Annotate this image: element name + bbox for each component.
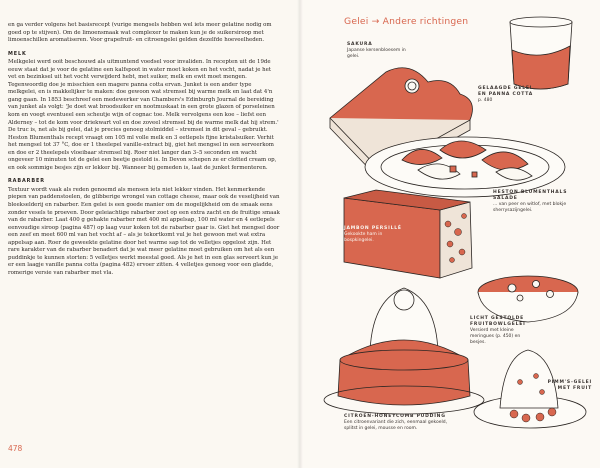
label-layered-jelly-desc: p. 480 [478, 98, 493, 103]
label-jambon-name: JAMBON PERSILLÉ [344, 226, 402, 231]
page-number: 478 [8, 444, 23, 453]
label-sakura-desc: Japanse kersenbloesem in gelei. [347, 48, 406, 59]
rabarber-paragraph: Textuur wordt vaak als reden genoemd als mensen iets niet lekker vinden. Het kenmerkende piepen van paddenstoelen, de glibberige wrongel van cottage cheese, maar ook de veselijheid van bleekselderij en rabarber. Een gelei is een goede manier om de mogelijkheid om de smaak eens zonder vesels te proeven. Door geleiachtige rabarber zoet op een extra zacht en de fruitige smaak van de rabarber. Laat 400 g gehakte rabarber met 400 ml appelsap, 100 ml water en 4 eetlepels eenvoudige siroop (pagina 487) op laag vuur koken tot de rabarber gaar is. Giet het mengsel door een zeef en meet 600 ml van het vocht af – als je tekortkomt vul je het gewoon met wat extra appelsap aan. Roer de geweekte gelatine door het warme sap tot de velletjes opgelost zijn. Het rare karakter van de rabarber benadert dat je wat meer gelatine moet gebruiken om het als een puddinkje te kunnen storten: 5 velletjes werkt meestal goed. Als je het in een glas serveert kun je er een laagje vanille panna cotta (pagina 482) ervoer zitten. 4 velletjes genoeg voor een gladde, romerige versie van rabarber met vla. [8, 186, 280, 276]
label-layered-jelly-name: GELAAGDE GELEI EN PANNA COTTA [478, 86, 534, 97]
label-fruit-bowl [470, 316, 534, 346]
label-honeycomb-name: CITROEN-HONEYCOMB PUDDING [344, 414, 446, 419]
label-sakura-name: SAKURA [347, 42, 373, 47]
label-jambon-desc: Gekookte ham in bospkingelei. [344, 232, 383, 243]
label-heston-salad-name: HESTON BLUMENTHALS SALADE [493, 190, 568, 201]
section-title: Gelei → Andere richtingen [344, 16, 469, 27]
label-jambon [344, 226, 406, 244]
label-layered-jelly [478, 86, 542, 104]
label-honeycomb [344, 414, 462, 432]
lemon-honeycomb-pudding-illustration [324, 288, 484, 414]
heston-salad-plate-illustration [365, 137, 565, 197]
section-heading-rabarber: RABARBER [8, 178, 45, 185]
layered-jelly-glass-illustration [510, 17, 572, 89]
label-heston-salad-desc: ... van peer en witlof, met blokje sherrysazijngelei. [493, 202, 567, 213]
label-heston-salad [493, 190, 587, 214]
melk-paragraph: Melkgelei werd ooit beschouwd als uitmuntend voedsel voor invaliden. In recepten uit de 19de eeuw staat dat je voor de gelatine een kalfspoot in water moet koken en het vocht, nadat je het vet en bezinksel uit het vocht verwijderd hebt, met suiker, melk en ewit moet mengen. Tegenwoordig doe je misschien een magere panna cotta ervan. Junket is een ander type melkgelei, en is makkelijker te maken: doe gewoon wat stremsel bij warme melk en laat dat 4'n gang gaan. In 1853 beschreef een medewerker van Chambers's Edinburgh Journal de bereiding van junket als volgt: 'Je doet wat broodsuiker en nootmuskaat in een grote glazen of porseleinen kom en voegt eventueel een scheutje wijn of cognac toe. Melk vervolgens een koe – liefst een Alderney – tot de kom voor driekwart vol en doe zoveel stremsel bij de warme melk dat hij strem.' De truc is, net als bij gelei, dat je precies genoeg stolmiddel – stremsel in dit geval – gebruikt. Heston Blumenthals recept vraagt om 105 ml volle melk en 3 eetlepels fijne kristalsuiker. Verhit het mengsel tot 37 °C, doe er 1 theelepel vanille-extract bij, giet het mengsel in een serveerkom en doe er 2 theelepels vloeibaar stremsel bij. Roer niet langer dan 3–5 seconden en wacht ongeveer 10 minuten tot de gelei een beetje gestold is. In Devon schepen ze er clotted cream op, en ook sommige besjes zijn er lekker bij. Wanneer bij gemeden is, laat de junket fermenteren. [8, 59, 279, 171]
label-pimms [536, 380, 592, 392]
label-fruit-bowl-name: LICHT GESTOLDE FRUITBOWLGELEI [470, 316, 526, 327]
label-sakura [347, 42, 407, 60]
label-pimms-name: PIMM'S-GELEI MET FRUIT [547, 380, 592, 391]
intro-paragraph: en ga verder volgens het basisrecept (vurige mengsels hebben wel iets meer gelatine nodig om goed op te stijven). Om de limoensmaak wat complexer te maken kun je de suikersiroop met limoenschillen aromatiseren. Voor grapefruit- en citroengelei gelden dezelfde hoeveelheden. [8, 22, 272, 44]
label-honeycomb-desc: Een citroenvariant die zich, eenmaal gekoeld, splitst in gelei, mousse en room. [344, 420, 448, 431]
body-text-column [8, 22, 280, 278]
label-fruit-bowl-desc: Versierd met kleine meringues (p. 450) en besjes. [470, 328, 521, 345]
section-heading-melk: MELK [8, 50, 27, 57]
